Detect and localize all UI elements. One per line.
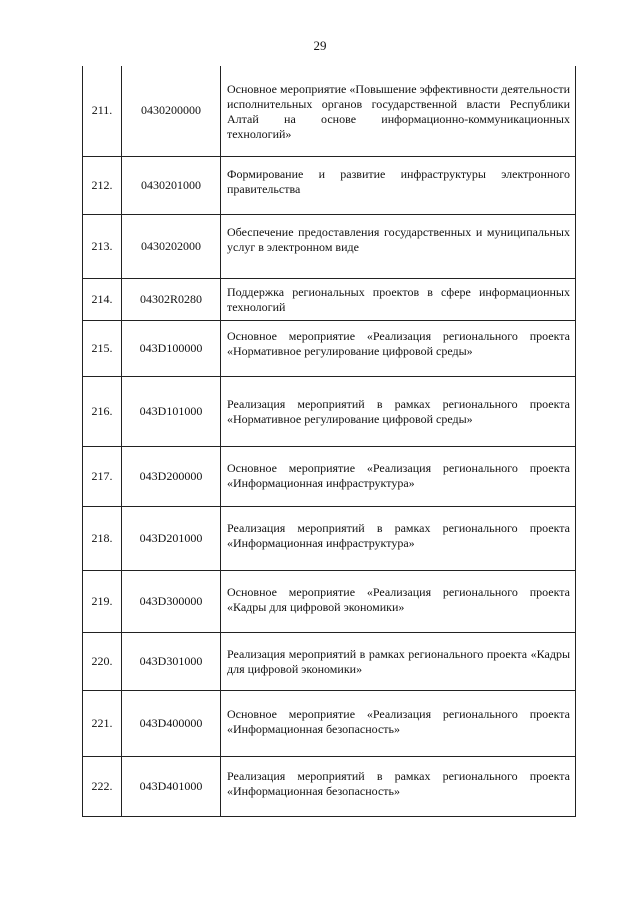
row-name: Основное мероприятие «Реализация регионального проекта «Нормативное регулирование цифровой среды» xyxy=(221,320,576,376)
table-row xyxy=(83,632,576,690)
row-code: 043D100000 xyxy=(122,320,221,376)
row-number: 216. xyxy=(83,376,122,446)
row-number: 211. xyxy=(83,66,122,156)
row-code: 043D401000 xyxy=(122,756,221,816)
table-row xyxy=(83,66,576,156)
row-code: 043D300000 xyxy=(122,570,221,632)
row-code: 043D101000 xyxy=(122,376,221,446)
row-code: 043D201000 xyxy=(122,506,221,570)
row-name: Основное мероприятие «Реализация регионального проекта «Информационная инфраструктура» xyxy=(221,446,576,506)
row-number: 220. xyxy=(83,632,122,690)
table-row xyxy=(83,570,576,632)
row-number: 222. xyxy=(83,756,122,816)
table-row xyxy=(83,756,576,816)
row-number: 214. xyxy=(83,278,122,320)
table-row xyxy=(83,278,576,320)
table-row xyxy=(83,376,576,446)
page-number: 29 xyxy=(313,38,327,53)
row-number: 218. xyxy=(83,506,122,570)
row-code: 043D200000 xyxy=(122,446,221,506)
table-row xyxy=(83,156,576,214)
row-code: 0430200000 xyxy=(122,66,221,156)
table-row xyxy=(83,214,576,278)
budget-classification-table xyxy=(82,66,576,817)
row-name: Обеспечение предоставления государственных и муниципальных услуг в электронном виде xyxy=(221,214,576,278)
row-name: Основное мероприятие «Повышение эффективности деятельности исполнительных органов государственной власти Республики Алтай на основе информационно-коммуникационных технологий» xyxy=(221,66,576,156)
row-number: 213. xyxy=(83,214,122,278)
row-name: Реализация мероприятий в рамках регионального проекта «Кадры для цифровой экономики» xyxy=(221,632,576,690)
row-number: 219. xyxy=(83,570,122,632)
row-name: Основное мероприятие «Реализация регионального проекта «Кадры для цифровой экономики» xyxy=(221,570,576,632)
row-name: Основное мероприятие «Реализация регионального проекта «Информационная безопасность» xyxy=(221,690,576,756)
row-code: 0430201000 xyxy=(122,156,221,214)
row-code: 043D400000 xyxy=(122,690,221,756)
row-number: 212. xyxy=(83,156,122,214)
row-code: 0430202000 xyxy=(122,214,221,278)
codes-table xyxy=(82,66,576,817)
table-row xyxy=(83,506,576,570)
table-row xyxy=(83,446,576,506)
table-row xyxy=(83,320,576,376)
row-code: 043D301000 xyxy=(122,632,221,690)
row-number: 221. xyxy=(83,690,122,756)
table-row xyxy=(83,690,576,756)
row-code: 04302R0280 xyxy=(122,278,221,320)
row-name: Реализация мероприятий в рамках регионального проекта «Информационная безопасность» xyxy=(221,756,576,816)
row-name: Формирование и развитие инфраструктуры электронного правительства xyxy=(221,156,576,214)
row-name: Поддержка региональных проектов в сфере информационных технологий xyxy=(221,278,576,320)
row-name: Реализация мероприятий в рамках регионального проекта «Информационная инфраструктура» xyxy=(221,506,576,570)
row-name: Реализация мероприятий в рамках регионального проекта «Нормативное регулирование цифровой среды» xyxy=(221,376,576,446)
row-number: 215. xyxy=(83,320,122,376)
row-number: 217. xyxy=(83,446,122,506)
